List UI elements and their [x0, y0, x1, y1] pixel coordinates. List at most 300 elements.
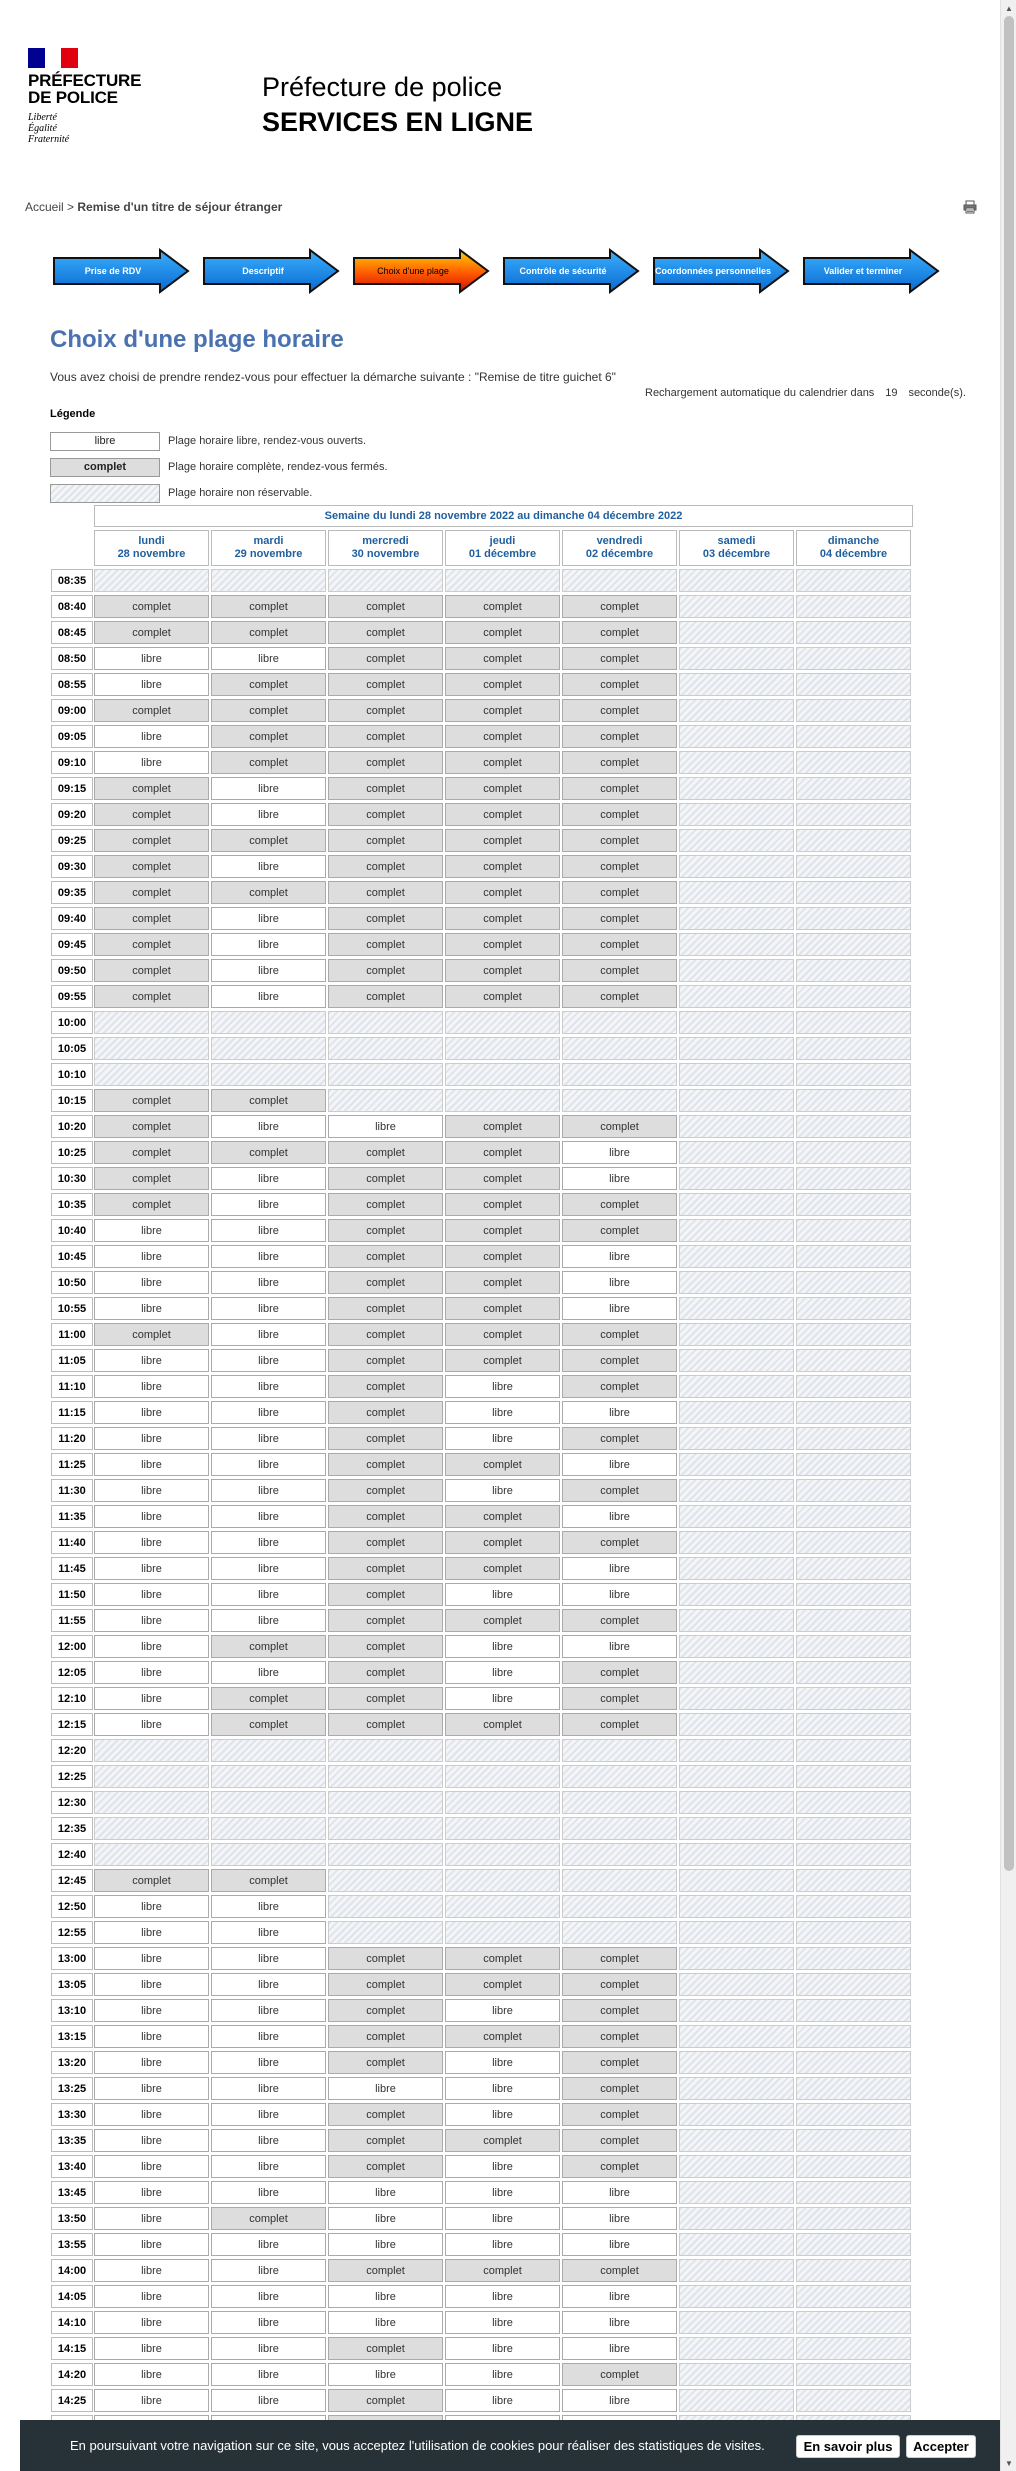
slot-complet: complet: [328, 1505, 443, 1528]
slot-hatch: [328, 569, 443, 592]
slot-hatch: [445, 1037, 560, 1060]
cookie-accept-button[interactable]: Accepter: [906, 2435, 976, 2458]
slot-complet: complet: [445, 725, 560, 748]
slot-libre[interactable]: libre: [94, 1895, 209, 1918]
slot-libre[interactable]: libre: [94, 2025, 209, 2048]
step-4: [502, 248, 642, 294]
slot-libre[interactable]: libre: [211, 1349, 326, 1372]
slot-complet: complet: [562, 1193, 677, 1216]
logo-motto: [28, 112, 158, 145]
slot-libre[interactable]: libre: [562, 2285, 677, 2308]
slot-libre[interactable]: libre: [445, 1479, 560, 1502]
time-row: [51, 1348, 913, 1374]
slot-libre[interactable]: libre: [211, 1323, 326, 1346]
slot-complet: complet: [211, 2207, 326, 2230]
slot-complet: complet: [328, 985, 443, 1008]
time-label: 09:00: [51, 699, 93, 722]
reload-notice: [645, 387, 966, 399]
time-label: 13:00: [51, 1947, 93, 1970]
slot-hatch: [679, 1583, 794, 1606]
time-row: [51, 854, 913, 880]
slot-libre[interactable]: libre: [94, 2207, 209, 2230]
slot-libre[interactable]: libre: [94, 2233, 209, 2256]
slot-complet: complet: [445, 1141, 560, 1164]
page-scrollbar[interactable]: [1000, 0, 1016, 2471]
legend-text-libre: Plage horaire libre, rendez-vous ouverts.: [168, 435, 367, 447]
slot-libre[interactable]: libre: [211, 777, 326, 800]
slot-hatch: [796, 1531, 911, 1554]
slot-libre[interactable]: libre: [562, 1583, 677, 1606]
slot-libre[interactable]: libre: [445, 2389, 560, 2412]
time-row: [51, 1608, 913, 1634]
slot-libre[interactable]: libre: [211, 907, 326, 930]
slot-complet: complet: [562, 829, 677, 852]
week-header: Semaine du lundi 28 novembre 2022 au dimanche 04 décembre 2022: [94, 505, 913, 527]
slot-complet: complet: [445, 1271, 560, 1294]
slot-libre[interactable]: libre: [445, 1999, 560, 2022]
slot-libre[interactable]: libre: [445, 2233, 560, 2256]
slot-libre[interactable]: libre: [211, 1895, 326, 1918]
slot-libre[interactable]: libre: [94, 1401, 209, 1424]
time-row: [51, 1712, 913, 1738]
slot-libre[interactable]: libre: [211, 1557, 326, 1580]
slot-hatch: [796, 2259, 911, 2282]
slot-hatch: [796, 1375, 911, 1398]
slot-hatch: [679, 1557, 794, 1580]
time-row: [51, 802, 913, 828]
slot-hatch: [679, 1323, 794, 1346]
print-icon[interactable]: [963, 200, 977, 214]
slot-libre[interactable]: libre: [211, 1505, 326, 1528]
slot-libre[interactable]: libre: [94, 1479, 209, 1502]
time-row: [51, 2076, 913, 2102]
slot-hatch: [679, 1791, 794, 1814]
slot-libre[interactable]: libre: [445, 2155, 560, 2178]
slot-hatch: [445, 1765, 560, 1788]
slot-libre[interactable]: libre: [211, 1115, 326, 1138]
slot-libre[interactable]: libre: [94, 673, 209, 696]
slot-libre[interactable]: libre: [445, 2077, 560, 2100]
day-date: 29 novembre: [234, 548, 303, 560]
time-row: [51, 1166, 913, 1192]
time-label: 14:05: [51, 2285, 93, 2308]
slot-libre[interactable]: libre: [562, 1557, 677, 1580]
slot-libre[interactable]: libre: [445, 1401, 560, 1424]
slot-libre[interactable]: libre: [94, 725, 209, 748]
slot-complet: complet: [562, 673, 677, 696]
slot-libre[interactable]: libre: [211, 1479, 326, 1502]
slot-libre[interactable]: libre: [562, 1401, 677, 1424]
slot-libre[interactable]: libre: [94, 2155, 209, 2178]
slot-complet: complet: [328, 1141, 443, 1164]
time-label: 12:25: [51, 1765, 93, 1788]
slot-hatch: [94, 1817, 209, 1840]
slot-libre[interactable]: libre: [94, 1349, 209, 1372]
time-label: 10:05: [51, 1037, 93, 1060]
slot-libre[interactable]: libre: [445, 1583, 560, 1606]
legend-item-complet: [50, 457, 388, 477]
slot-hatch: [796, 1869, 911, 1892]
slot-complet: complet: [211, 1713, 326, 1736]
slot-libre[interactable]: libre: [94, 647, 209, 670]
slot-libre[interactable]: libre: [94, 2051, 209, 2074]
slot-libre[interactable]: libre: [445, 1661, 560, 1684]
scroll-down-arrow-icon[interactable]: ▼: [1005, 2458, 1013, 2468]
slot-libre[interactable]: libre: [445, 2311, 560, 2334]
slot-hatch: [679, 2155, 794, 2178]
breadcrumb: [25, 200, 282, 214]
legend-text-complet: Plage horaire complète, rendez-vous fermés.: [168, 461, 388, 473]
slot-complet: complet: [211, 1141, 326, 1164]
slot-libre[interactable]: libre: [94, 1661, 209, 1684]
slot-libre[interactable]: libre: [211, 2181, 326, 2204]
time-label: 08:55: [51, 673, 93, 696]
slot-libre[interactable]: libre: [328, 2233, 443, 2256]
slot-hatch: [679, 1167, 794, 1190]
slot-complet: complet: [94, 1193, 209, 1216]
slot-libre[interactable]: libre: [94, 2285, 209, 2308]
time-label: 13:45: [51, 2181, 93, 2204]
time-label: 08:40: [51, 595, 93, 618]
cookie-more-button[interactable]: En savoir plus: [796, 2435, 900, 2458]
breadcrumb-home-link[interactable]: Accueil: [25, 200, 64, 214]
slot-complet: complet: [328, 1531, 443, 1554]
slot-libre[interactable]: libre: [445, 2207, 560, 2230]
scroll-up-arrow-icon[interactable]: ▲: [1005, 3, 1013, 13]
slot-libre[interactable]: libre: [211, 1245, 326, 1268]
slot-libre[interactable]: libre: [211, 1453, 326, 1476]
slot-hatch: [211, 1765, 326, 1788]
slot-hatch: [679, 2103, 794, 2126]
slot-complet: complet: [328, 933, 443, 956]
slot-complet: complet: [445, 595, 560, 618]
slot-hatch: [679, 1531, 794, 1554]
time-row: [51, 1556, 913, 1582]
slot-libre[interactable]: libre: [328, 2207, 443, 2230]
slot-libre[interactable]: libre: [445, 2103, 560, 2126]
slot-libre[interactable]: libre: [211, 1973, 326, 1996]
slot-libre[interactable]: libre: [94, 2337, 209, 2360]
slot-hatch: [796, 751, 911, 774]
motto-line-2: Égalité: [28, 123, 57, 134]
slot-libre[interactable]: libre: [211, 1921, 326, 1944]
time-row: [51, 1426, 913, 1452]
slot-libre[interactable]: libre: [211, 647, 326, 670]
time-label: 09:40: [51, 907, 93, 930]
slot-hatch: [796, 1583, 911, 1606]
slot-libre[interactable]: libre: [211, 1947, 326, 1970]
slot-hatch: [328, 1765, 443, 1788]
slot-libre[interactable]: libre: [211, 2389, 326, 2412]
slot-libre[interactable]: libre: [94, 1713, 209, 1736]
slot-libre[interactable]: libre: [94, 2129, 209, 2152]
day-date: 03 décembre: [702, 548, 771, 560]
slot-libre[interactable]: libre: [562, 1141, 677, 1164]
slot-complet: complet: [94, 1115, 209, 1138]
slot-libre[interactable]: libre: [562, 1297, 677, 1320]
slot-libre[interactable]: libre: [94, 1973, 209, 1996]
time-row: [51, 1374, 913, 1400]
slot-libre[interactable]: libre: [562, 1167, 677, 1190]
slot-libre[interactable]: libre: [211, 959, 326, 982]
slot-libre[interactable]: libre: [211, 2363, 326, 2386]
slot-libre[interactable]: libre: [211, 855, 326, 878]
slot-libre[interactable]: libre: [211, 2077, 326, 2100]
slot-hatch: [679, 1713, 794, 1736]
slot-libre[interactable]: libre: [211, 2337, 326, 2360]
slot-hatch: [445, 1011, 560, 1034]
slot-hatch: [94, 1739, 209, 1762]
slot-libre[interactable]: libre: [94, 1947, 209, 1970]
time-row: [51, 2206, 913, 2232]
slot-libre[interactable]: libre: [211, 1609, 326, 1632]
slot-libre[interactable]: libre: [94, 1635, 209, 1658]
slot-libre[interactable]: libre: [562, 2337, 677, 2360]
slot-libre[interactable]: libre: [328, 2285, 443, 2308]
time-label: 10:55: [51, 1297, 93, 1320]
slot-hatch: [445, 1739, 560, 1762]
time-label: 13:35: [51, 2129, 93, 2152]
slot-hatch: [796, 725, 911, 748]
slot-libre[interactable]: libre: [94, 1219, 209, 1242]
slot-libre[interactable]: libre: [211, 933, 326, 956]
time-label: 11:10: [51, 1375, 93, 1398]
time-row: [51, 2258, 913, 2284]
slot-libre[interactable]: libre: [94, 1583, 209, 1606]
slot-complet: complet: [328, 907, 443, 930]
time-label: 08:45: [51, 621, 93, 644]
slot-hatch: [562, 1843, 677, 1866]
slot-hatch: [679, 1739, 794, 1762]
slot-hatch: [445, 1895, 560, 1918]
slot-libre[interactable]: libre: [211, 1271, 326, 1294]
slot-hatch: [679, 933, 794, 956]
time-row: [51, 880, 913, 906]
slot-hatch: [796, 699, 911, 722]
slot-complet: complet: [328, 1167, 443, 1190]
slot-complet: complet: [562, 803, 677, 826]
slot-libre[interactable]: libre: [562, 1635, 677, 1658]
slot-libre[interactable]: libre: [94, 2181, 209, 2204]
time-row: [51, 1244, 913, 1270]
slot-complet: complet: [328, 2051, 443, 2074]
slot-hatch: [562, 1089, 677, 1112]
slot-libre[interactable]: libre: [211, 2233, 326, 2256]
slot-hatch: [796, 1401, 911, 1424]
slot-libre[interactable]: libre: [445, 1687, 560, 1710]
slot-libre[interactable]: libre: [562, 2389, 677, 2412]
slot-complet: complet: [445, 855, 560, 878]
slot-libre[interactable]: libre: [94, 2363, 209, 2386]
slot-hatch: [562, 1921, 677, 1944]
slot-libre[interactable]: libre: [562, 1505, 677, 1528]
slot-libre[interactable]: libre: [211, 2155, 326, 2178]
slot-hatch: [679, 1115, 794, 1138]
slot-hatch: [796, 1713, 911, 1736]
slot-libre[interactable]: libre: [562, 1453, 677, 1476]
slot-hatch: [679, 1999, 794, 2022]
slot-libre[interactable]: libre: [562, 2311, 677, 2334]
slot-libre[interactable]: libre: [445, 2337, 560, 2360]
time-row: [51, 1972, 913, 1998]
slot-complet: complet: [562, 1609, 677, 1632]
slot-libre[interactable]: libre: [94, 1531, 209, 1554]
prefecture-logo[interactable]: [28, 48, 158, 145]
slot-libre[interactable]: libre: [94, 2389, 209, 2412]
slot-libre[interactable]: libre: [211, 2285, 326, 2308]
slot-libre[interactable]: libre: [211, 1999, 326, 2022]
slot-complet: complet: [94, 933, 209, 956]
slot-libre[interactable]: libre: [211, 2129, 326, 2152]
slot-libre[interactable]: libre: [562, 2181, 677, 2204]
slot-hatch: [679, 647, 794, 670]
slot-libre[interactable]: libre: [94, 1557, 209, 1580]
slot-hatch: [679, 725, 794, 748]
slot-libre[interactable]: libre: [94, 2077, 209, 2100]
slot-complet: complet: [211, 1687, 326, 1710]
slot-complet: complet: [94, 985, 209, 1008]
day-header-jeudi: [445, 530, 560, 566]
site-header: [0, 0, 1000, 190]
slot-libre[interactable]: libre: [562, 1245, 677, 1268]
time-row: [51, 2336, 913, 2362]
slot-libre[interactable]: libre: [328, 2363, 443, 2386]
legend-item-unavailable: [50, 483, 312, 503]
page-title: Choix d'une plage horaire: [50, 326, 344, 353]
slot-complet: complet: [328, 1557, 443, 1580]
slot-hatch: [94, 1791, 209, 1814]
time-label: 09:25: [51, 829, 93, 852]
slot-hatch: [679, 751, 794, 774]
slot-libre[interactable]: libre: [211, 2051, 326, 2074]
slot-complet: complet: [211, 1089, 326, 1112]
slot-libre[interactable]: libre: [94, 1427, 209, 1450]
slot-libre[interactable]: libre: [94, 1453, 209, 1476]
slot-hatch: [796, 569, 911, 592]
day-name: vendredi: [596, 535, 643, 547]
slot-libre[interactable]: libre: [94, 2259, 209, 2282]
slot-hatch: [679, 2259, 794, 2282]
slot-libre[interactable]: libre: [94, 1505, 209, 1528]
slot-libre[interactable]: libre: [211, 985, 326, 1008]
slot-libre[interactable]: libre: [445, 2051, 560, 2074]
slot-libre[interactable]: libre: [211, 1531, 326, 1554]
slot-libre[interactable]: libre: [445, 2363, 560, 2386]
slot-libre[interactable]: libre: [94, 1687, 209, 1710]
slot-libre[interactable]: libre: [445, 1427, 560, 1450]
slot-hatch: [796, 1505, 911, 1528]
slot-hatch: [679, 1479, 794, 1502]
slot-libre[interactable]: libre: [211, 1297, 326, 1320]
slot-hatch: [796, 1219, 911, 1242]
slot-libre[interactable]: libre: [94, 1921, 209, 1944]
slot-libre[interactable]: libre: [94, 1999, 209, 2022]
slot-libre[interactable]: libre: [94, 751, 209, 774]
slot-hatch: [796, 1687, 911, 1710]
slot-libre[interactable]: libre: [211, 803, 326, 826]
time-row: [51, 1998, 913, 2024]
slot-libre[interactable]: libre: [211, 1583, 326, 1606]
slot-libre[interactable]: libre: [211, 2103, 326, 2126]
slot-libre[interactable]: libre: [211, 1219, 326, 1242]
slot-hatch: [94, 569, 209, 592]
slot-libre[interactable]: libre: [94, 2311, 209, 2334]
slot-complet: complet: [445, 1713, 560, 1736]
slot-libre[interactable]: libre: [211, 2311, 326, 2334]
slot-hatch: [796, 1089, 911, 1112]
slot-hatch: [796, 1921, 911, 1944]
slot-libre[interactable]: libre: [211, 1167, 326, 1190]
slot-libre[interactable]: libre: [211, 1427, 326, 1450]
slot-complet: complet: [562, 621, 677, 644]
slot-libre[interactable]: libre: [328, 2077, 443, 2100]
slot-hatch: [679, 1609, 794, 1632]
french-flag-icon: [28, 48, 78, 68]
slot-libre[interactable]: libre: [211, 1193, 326, 1216]
time-row: [51, 1296, 913, 1322]
slot-hatch: [679, 985, 794, 1008]
slot-complet: complet: [445, 673, 560, 696]
time-row: [51, 2232, 913, 2258]
slot-libre[interactable]: libre: [445, 2181, 560, 2204]
slot-libre[interactable]: libre: [94, 1297, 209, 1320]
slot-hatch: [562, 1063, 677, 1086]
slot-complet: complet: [94, 803, 209, 826]
time-row: [51, 646, 913, 672]
slot-libre[interactable]: libre: [211, 2025, 326, 2048]
slot-libre[interactable]: libre: [328, 1115, 443, 1138]
slot-libre[interactable]: libre: [562, 1271, 677, 1294]
slot-libre[interactable]: libre: [328, 2311, 443, 2334]
slot-hatch: [796, 1297, 911, 1320]
slot-libre[interactable]: libre: [211, 1401, 326, 1424]
slot-libre[interactable]: libre: [94, 1245, 209, 1268]
time-label: 10:35: [51, 1193, 93, 1216]
slot-libre[interactable]: libre: [445, 2285, 560, 2308]
slot-complet: complet: [445, 907, 560, 930]
slot-libre[interactable]: libre: [94, 2103, 209, 2126]
slot-hatch: [796, 1895, 911, 1918]
slot-complet: complet: [211, 699, 326, 722]
slot-complet: complet: [328, 1609, 443, 1632]
slot-libre[interactable]: libre: [562, 2207, 677, 2230]
time-row: [51, 1088, 913, 1114]
time-row: [51, 2024, 913, 2050]
slot-hatch: [679, 2337, 794, 2360]
slot-libre[interactable]: libre: [211, 1375, 326, 1398]
time-row: [51, 1816, 913, 1842]
reload-suffix: seconde(s).: [908, 387, 966, 399]
slot-complet: complet: [445, 1557, 560, 1580]
slot-libre[interactable]: libre: [445, 1635, 560, 1658]
slot-libre[interactable]: libre: [445, 1375, 560, 1398]
slot-complet: complet: [562, 1973, 677, 1996]
time-row: [51, 776, 913, 802]
time-label: 12:45: [51, 1869, 93, 1892]
time-row: [51, 1738, 913, 1764]
slot-libre[interactable]: libre: [94, 1271, 209, 1294]
slot-libre[interactable]: libre: [211, 2259, 326, 2282]
slot-complet: complet: [445, 777, 560, 800]
slot-libre[interactable]: libre: [328, 2181, 443, 2204]
time-label: 13:55: [51, 2233, 93, 2256]
scrollbar-thumb[interactable]: [1004, 16, 1014, 1871]
slot-hatch: [679, 1349, 794, 1372]
slot-libre[interactable]: libre: [211, 1661, 326, 1684]
slot-libre[interactable]: libre: [94, 1609, 209, 1632]
slot-libre[interactable]: libre: [562, 2233, 677, 2256]
slot-libre[interactable]: libre: [94, 1375, 209, 1398]
